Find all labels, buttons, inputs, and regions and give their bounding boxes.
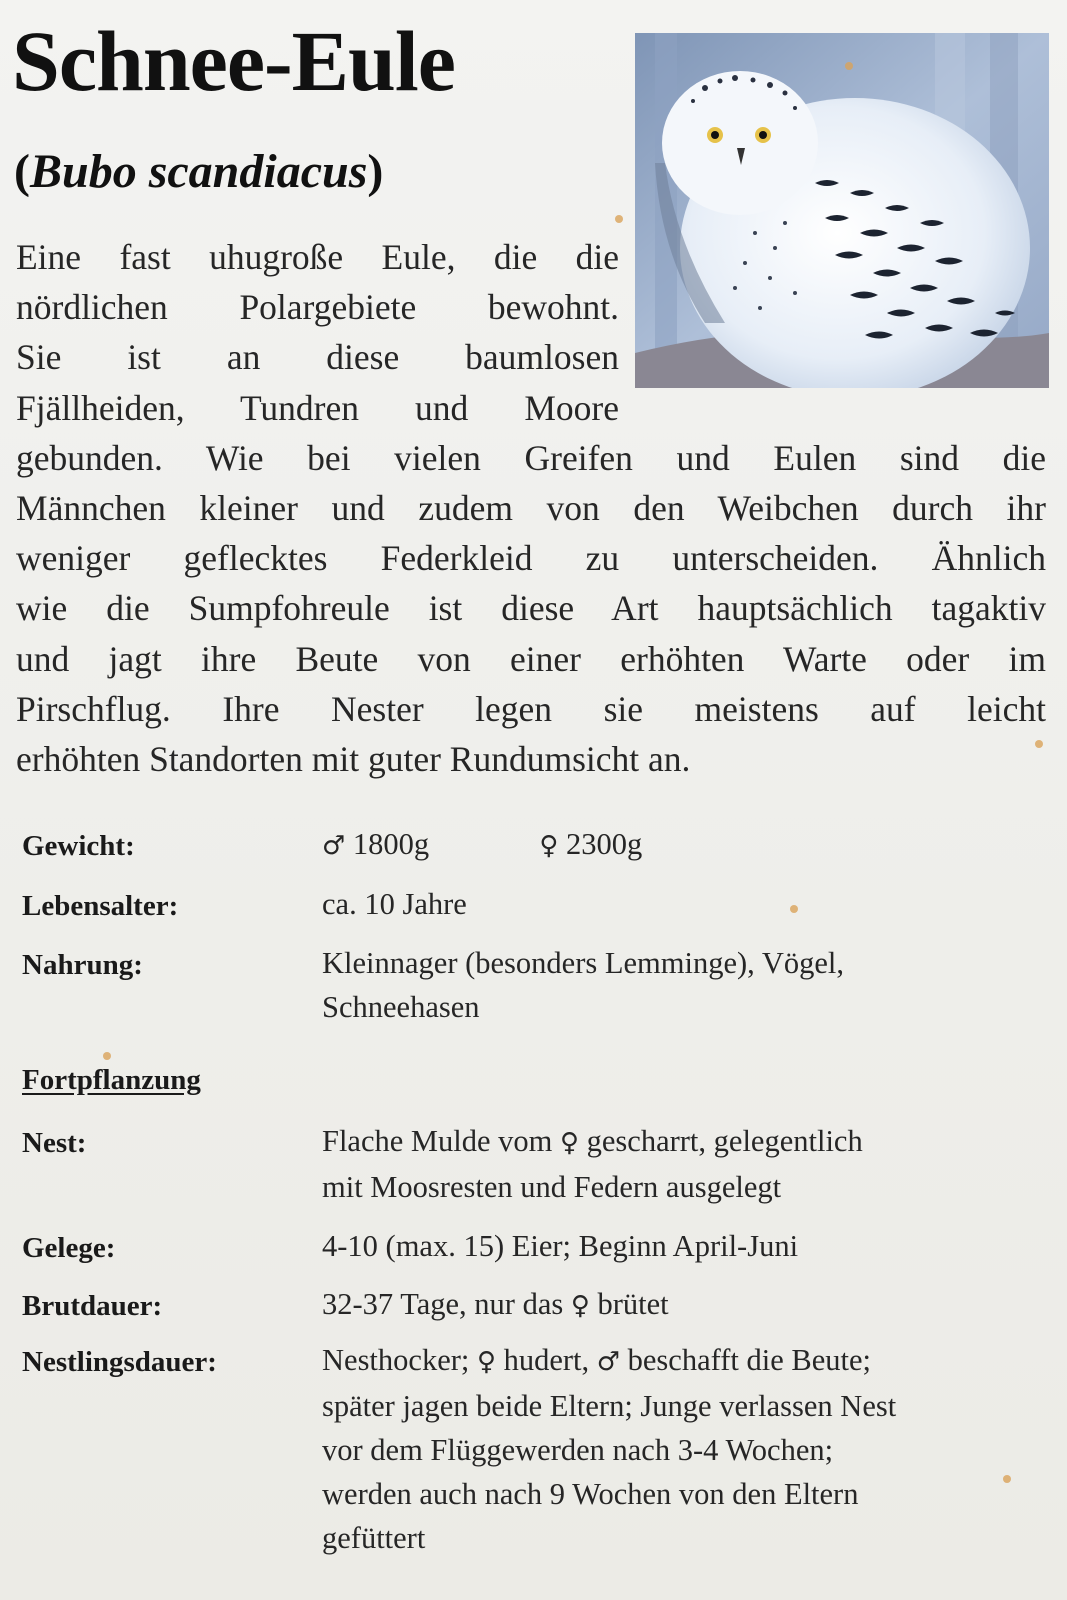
clutch-value xyxy=(322,1224,1022,1268)
nestling-text: gefüttert xyxy=(322,1521,426,1555)
food-value xyxy=(322,941,1022,1029)
clutch-label: Gelege: xyxy=(22,1232,116,1264)
nestling-text: werden auch nach 9 Wochen von den Eltern xyxy=(322,1477,859,1511)
nest-value xyxy=(322,1119,1022,1209)
incubation-text: 32-37 Tage, nur das xyxy=(322,1287,564,1321)
lifespan-value xyxy=(322,882,1022,926)
female-symbol-icon: ♀ xyxy=(560,1128,580,1158)
decorative-speck xyxy=(615,215,623,223)
decorative-speck xyxy=(845,62,853,70)
nestling-text: später jagen beide Eltern; Junge verlassen Nest xyxy=(322,1389,897,1423)
reproduction-heading: Fortpflanzung xyxy=(22,1064,201,1096)
nestling-label: Nestlingsdauer: xyxy=(22,1346,217,1378)
nest-text: mit Moosresten und Federn ausgelegt xyxy=(322,1170,782,1204)
paren-close: ) xyxy=(367,145,384,198)
female-symbol-icon: ♀ xyxy=(477,1347,496,1377)
weight-label: Gewicht: xyxy=(22,830,135,862)
intro-line: und jagt ihre Beute von einer erhöhten Warte oder im xyxy=(16,638,1046,679)
intro-line: Fjällheiden, Tundren und Moore xyxy=(16,387,619,428)
scientific-name-text: Bubo scandiacus xyxy=(29,145,368,198)
nest-label: Nest: xyxy=(22,1127,87,1159)
clutch-text: 4-10 (max. 15) Eier; Beginn April-Juni xyxy=(322,1229,799,1263)
nestling-text: Nesthocker; xyxy=(322,1343,470,1377)
intro-line: Eine fast uhugroße Eule, die die xyxy=(16,237,619,277)
decorative-speck xyxy=(1035,740,1043,748)
lifespan-text: ca. 10 Jahre xyxy=(322,887,467,921)
incubation-label: Brutdauer: xyxy=(22,1290,163,1322)
female-symbol-icon: ♀ xyxy=(570,1291,590,1321)
intro-line: weniger geflecktes Federkleid zu unterscheiden. Ähnlich xyxy=(16,538,1046,579)
decorative-speck xyxy=(790,905,798,913)
page-title: Schnee-Eule xyxy=(12,13,455,109)
male-symbol-icon: ♂ xyxy=(322,831,346,861)
nestling-text: vor dem Flüggewerden nach 3-4 Wochen; xyxy=(322,1433,834,1467)
lifespan-label: Lebensalter: xyxy=(22,890,179,922)
intro-line: Sie ist an diese baumlosen xyxy=(16,337,619,378)
nestling-text: hudert, xyxy=(503,1343,590,1377)
male-symbol-icon: ♂ xyxy=(596,1347,621,1377)
weight-values xyxy=(322,822,1022,868)
intro-line: wie die Sumpfohreule ist diese Art hauptsächlich tagaktiv xyxy=(16,588,1046,629)
intro-paragraph xyxy=(16,232,1046,784)
intro-line: Männchen kleiner und zudem von den Weibchen durch ihr xyxy=(16,487,1046,528)
nestling-value xyxy=(322,1338,1022,1560)
intro-line: erhöhten Standorten mit guter Rundumsicht an. xyxy=(16,738,691,779)
food-label: Nahrung: xyxy=(22,949,143,981)
intro-line: gebunden. Wie bei vielen Greifen und Eulen sind die xyxy=(16,437,1046,478)
decorative-speck xyxy=(1003,1475,1011,1483)
nestling-text: beschafft die Beute; xyxy=(627,1343,871,1377)
nest-text: gescharrt, gelegentlich xyxy=(586,1124,863,1158)
male-weight: 1800g xyxy=(352,827,430,861)
incubation-value xyxy=(322,1282,1022,1328)
intro-line: Pirschflug. Ihre Nester legen sie meistens auf leicht xyxy=(16,688,1046,729)
nest-text: Flache Mulde vom xyxy=(322,1124,553,1158)
scientific-name xyxy=(14,144,383,199)
incubation-text: brütet xyxy=(597,1287,669,1321)
food-line: Schneehasen xyxy=(322,990,480,1024)
paren-open: ( xyxy=(14,145,30,198)
female-symbol-icon: ♀ xyxy=(539,831,559,861)
decorative-speck xyxy=(103,1052,111,1060)
food-line: Kleinnager (besonders Lemminge), Vögel, xyxy=(322,946,845,980)
intro-line: nördlichen Polargebiete bewohnt. xyxy=(16,287,619,328)
female-weight: 2300g xyxy=(565,827,643,861)
